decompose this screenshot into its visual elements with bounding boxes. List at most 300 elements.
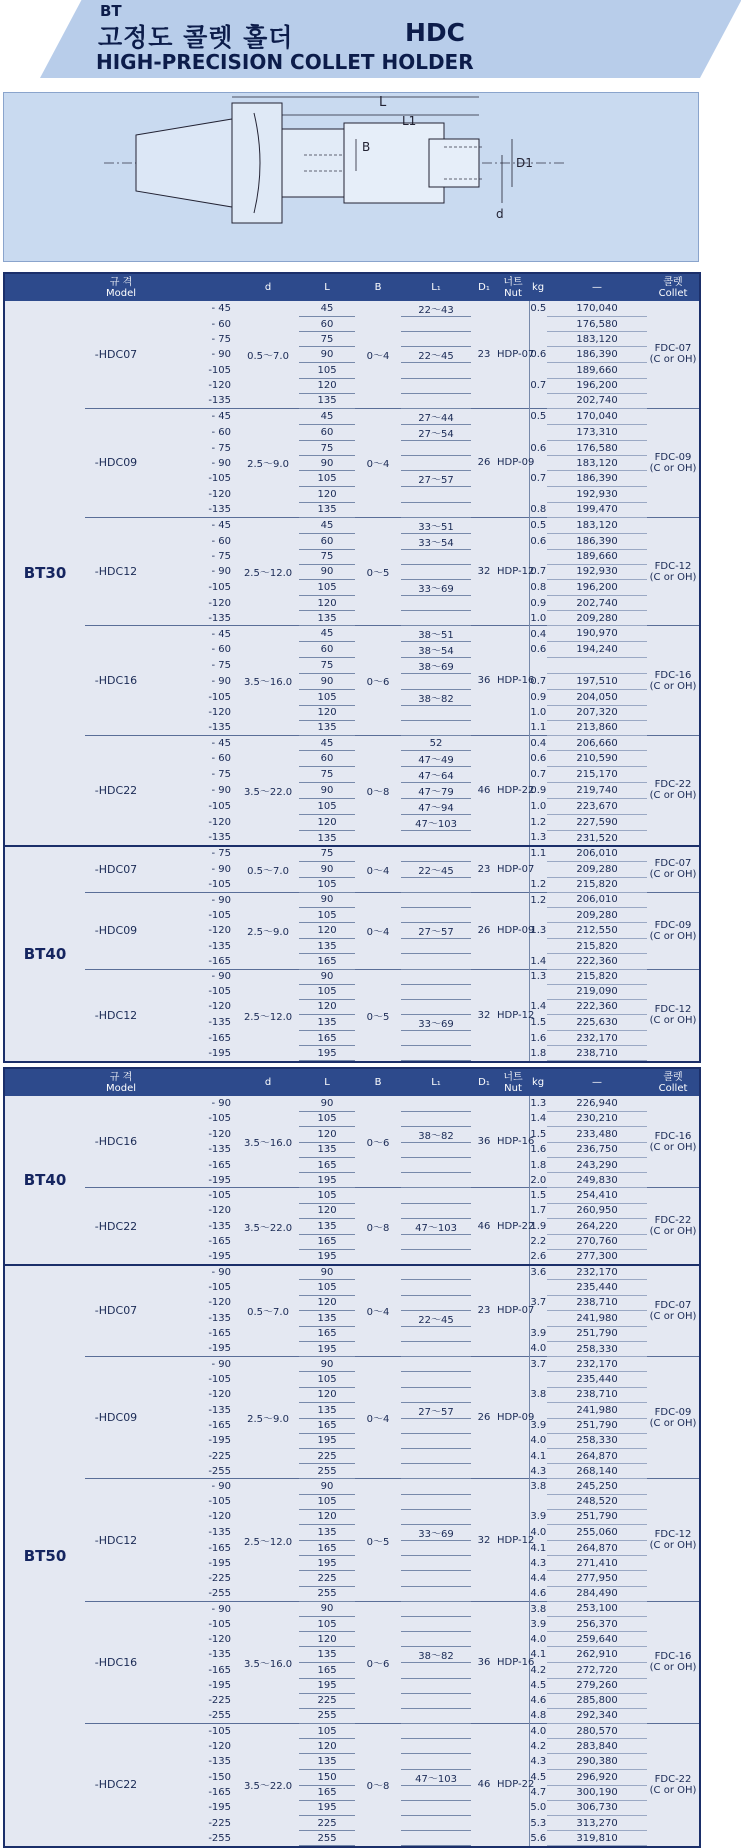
- L-value: 165: [299, 1785, 355, 1800]
- kg-value: 2.6: [529, 1250, 547, 1265]
- price-value: 235,440: [547, 1280, 647, 1295]
- length-suffix: -120: [208, 1001, 232, 1013]
- col-collet: 콜렛 Collet: [647, 1069, 699, 1096]
- kg-value: 1.3: [529, 1096, 547, 1111]
- price-value: 176,580: [547, 440, 647, 455]
- model-name: -HDC09: [85, 408, 147, 517]
- kg-value: 0.7: [529, 674, 547, 689]
- kg-value: 3.9: [529, 1418, 547, 1433]
- col-L1: L₁: [401, 1069, 471, 1096]
- kg-value: 4.1: [529, 1449, 547, 1464]
- price-value: [547, 658, 647, 674]
- L1-range: 47～94: [401, 799, 471, 815]
- L1-range: 27～57: [401, 471, 471, 487]
- price-value: 197,510: [547, 674, 647, 689]
- D1-value: 46: [471, 1724, 497, 1846]
- L1-range: 27～57: [401, 923, 471, 939]
- kg-value: 1.2: [529, 877, 547, 892]
- L-value: 90: [299, 861, 355, 877]
- kg-value: [529, 317, 547, 332]
- kg-value: 1.5: [529, 1126, 547, 1142]
- table-row: [5, 626, 699, 642]
- L-value: 120: [299, 596, 355, 611]
- price-value: 280,570: [547, 1724, 647, 1739]
- kg-value: 3.6: [529, 1265, 547, 1280]
- price-value: 192,930: [547, 564, 647, 579]
- price-value: 215,820: [547, 969, 647, 984]
- price-value: 231,520: [547, 831, 647, 846]
- col-model: 규 격 Model: [5, 1069, 237, 1096]
- L1-range: 22～45: [401, 861, 471, 877]
- header-banner: [0, 0, 700, 78]
- kg-value: 4.5: [529, 1678, 547, 1693]
- length-suffix: -120: [208, 1128, 232, 1140]
- L-value: 135: [299, 393, 355, 408]
- collet-code: FDC-12 (C or OH): [647, 1479, 699, 1601]
- collet-code: FDC-09 (C or OH): [647, 892, 699, 969]
- table-row: [5, 892, 699, 907]
- nut-code: HDP-07: [497, 846, 529, 892]
- price-value: 209,280: [547, 861, 647, 877]
- B-range: 0～5: [355, 517, 401, 626]
- length-suffix: -120: [208, 925, 232, 937]
- L-value: 105: [299, 1616, 355, 1631]
- kg-value: [529, 424, 547, 440]
- price-value: 255,060: [547, 1525, 647, 1541]
- length-suffix: -120: [208, 488, 232, 500]
- price-value: 254,410: [547, 1188, 647, 1203]
- L1-range: [401, 1663, 471, 1678]
- L1-range: [401, 969, 471, 984]
- kg-value: 5.6: [529, 1831, 547, 1846]
- nut-code: HDP-09: [497, 408, 529, 517]
- group-label: BT40: [5, 846, 85, 1061]
- kg-value: 4.3: [529, 1556, 547, 1571]
- kg-value: [529, 907, 547, 922]
- length-suffix: -105: [147, 1188, 237, 1203]
- L-value: 135: [299, 1525, 355, 1541]
- price-value: 173,310: [547, 424, 647, 440]
- kg-value: [529, 984, 547, 999]
- D1-value: 26: [471, 892, 497, 969]
- price-value: 249,830: [547, 1173, 647, 1188]
- L-value: 105: [299, 799, 355, 815]
- length-suffix: -255: [208, 1465, 232, 1477]
- price-value: 183,120: [547, 517, 647, 533]
- price-value: 268,140: [547, 1464, 647, 1479]
- L-value: 135: [299, 1754, 355, 1769]
- L1-range: 33～69: [401, 1525, 471, 1541]
- L1-range: 27～54: [401, 424, 471, 440]
- kg-value: 3.8: [529, 1387, 547, 1402]
- length-suffix: -165: [208, 1328, 232, 1340]
- length-suffix: -135: [208, 1312, 232, 1324]
- L1-range: 22～45: [401, 347, 471, 363]
- L1-range: [401, 1831, 471, 1846]
- kg-value: 0.4: [529, 626, 547, 642]
- price-value: 251,790: [547, 1509, 647, 1524]
- kg-value: 1.5: [529, 1188, 547, 1203]
- length-suffix: -195: [208, 1343, 232, 1355]
- length-suffix: -195: [208, 1435, 232, 1447]
- kg-value: 4.0: [529, 1724, 547, 1739]
- technical-drawing: [3, 92, 699, 262]
- table-row: [5, 408, 699, 424]
- length-suffix: -225: [208, 1695, 232, 1707]
- kg-value: [529, 487, 547, 502]
- model-name: -HDC12: [85, 969, 147, 1061]
- nut-code: HDP-07: [497, 348, 535, 360]
- length-suffix: - 60: [211, 535, 232, 547]
- price-value: 251,790: [547, 1326, 647, 1341]
- L1-range: [401, 1265, 471, 1280]
- length-suffix: -195: [208, 1680, 232, 1692]
- L1-range: [401, 999, 471, 1014]
- L1-range: [401, 1693, 471, 1708]
- L1-range: 47～103: [401, 815, 471, 831]
- kg-value: 1.3: [529, 969, 547, 984]
- dim-B-label: B: [362, 140, 371, 154]
- L-value: 150: [299, 1769, 355, 1785]
- L1-range: [401, 1418, 471, 1433]
- L-value: 45: [299, 408, 355, 424]
- B-range: 0～5: [355, 1479, 401, 1601]
- kg-value: 4.1: [529, 1647, 547, 1663]
- L-value: 105: [299, 1372, 355, 1387]
- length-suffix: - 90: [147, 1265, 237, 1280]
- kg-value: [529, 549, 547, 564]
- price-value: 189,660: [547, 549, 647, 564]
- collet-code: FDC-12 (C or OH): [647, 517, 699, 626]
- D1-value: 46: [471, 1188, 497, 1265]
- L1-range: 38～82: [401, 689, 471, 705]
- model-name: -HDC07: [85, 846, 147, 892]
- kg-value: 1.4: [529, 999, 547, 1014]
- L1-range: [401, 831, 471, 846]
- price-value: 227,590: [547, 815, 647, 831]
- B-range: 0～6: [355, 1601, 401, 1723]
- col-price: —: [547, 274, 647, 301]
- nut-code: HDP-22: [497, 1724, 529, 1846]
- price-value: 202,740: [547, 393, 647, 408]
- kg-value: 1.1: [529, 720, 547, 735]
- model-name: -HDC16: [85, 1601, 147, 1723]
- kg-value: 4.0: [529, 1433, 547, 1448]
- length-suffix: -195: [208, 1047, 232, 1059]
- nut-code: HDP-22: [497, 1188, 529, 1265]
- length-suffix: - 90: [147, 1357, 237, 1372]
- D1-value: 36: [471, 1601, 497, 1723]
- D1-value: 46: [471, 736, 497, 846]
- L-value: 45: [299, 626, 355, 642]
- L1-range: 47～103: [401, 1769, 471, 1785]
- collet-code: FDC-09 (C or OH): [647, 408, 699, 517]
- kg-value: 0.7: [529, 564, 547, 579]
- B-range: 0～4: [366, 350, 390, 362]
- group-label: BT40: [23, 1170, 67, 1189]
- B-range: 0～4: [355, 1357, 401, 1479]
- d-range: 0.5～7.0: [237, 846, 299, 892]
- kg-value: 1.3: [529, 923, 547, 939]
- kg-value: 0.5: [529, 408, 547, 424]
- L-value: 75: [299, 658, 355, 674]
- L1-range: [401, 1203, 471, 1218]
- B-range: 0～8: [355, 1724, 401, 1846]
- kg-value: 0.6: [529, 533, 547, 549]
- L1-range: [401, 1158, 471, 1173]
- L-value: 255: [299, 1708, 355, 1723]
- length-suffix: - 45: [147, 626, 237, 642]
- d-range: 2.5～9.0: [237, 892, 299, 969]
- price-value: 262,910: [547, 1647, 647, 1663]
- length-suffix: -225: [208, 1572, 232, 1584]
- kg-value: 4.1: [529, 1541, 547, 1556]
- price-value: 277,950: [547, 1571, 647, 1586]
- L-value: 45: [299, 517, 355, 533]
- price-value: 271,410: [547, 1556, 647, 1571]
- bt-label: BT: [100, 2, 122, 20]
- L-value: 195: [299, 1556, 355, 1571]
- length-suffix: -105: [208, 909, 232, 921]
- col-nut: 너트 Nut: [497, 274, 529, 301]
- L1-range: [401, 378, 471, 393]
- B-range: 0～8: [355, 1188, 401, 1265]
- L-value: 120: [299, 1203, 355, 1218]
- L-value: 120: [299, 378, 355, 393]
- length-suffix: - 75: [211, 333, 232, 345]
- length-suffix: -135: [208, 1017, 232, 1029]
- model-name: -HDC09: [85, 1357, 147, 1479]
- L-value: 90: [299, 1601, 355, 1616]
- kg-value: 3.7: [529, 1295, 547, 1310]
- L1-range: [401, 487, 471, 502]
- L1-range: 33～69: [401, 580, 471, 596]
- L1-range: 27～57: [401, 1402, 471, 1418]
- L-value: 135: [299, 502, 355, 517]
- price-value: 207,320: [547, 705, 647, 720]
- length-suffix: -135: [208, 1527, 232, 1538]
- L1-range: 52: [401, 736, 471, 751]
- model-name: -HDC16: [94, 1135, 138, 1149]
- dim-D1-label: D1: [516, 156, 533, 170]
- L1-range: [401, 1464, 471, 1479]
- length-suffix: -135: [208, 1220, 232, 1232]
- collet-code: FDC-16 (C or OH): [647, 1601, 699, 1723]
- price-value: 219,740: [547, 783, 647, 799]
- L1-range: [401, 611, 471, 626]
- L1-range: 22～45: [401, 1310, 471, 1326]
- length-suffix: -135: [208, 395, 232, 407]
- length-suffix: -120: [208, 1205, 232, 1217]
- L-value: 225: [299, 1449, 355, 1464]
- kg-value: 0.5: [529, 517, 547, 533]
- L1-range: [401, 440, 471, 455]
- length-suffix: -135: [208, 722, 232, 734]
- price-value: 251,790: [547, 1418, 647, 1433]
- price-value: 222,360: [547, 954, 647, 969]
- L1-range: [401, 1678, 471, 1693]
- kg-value: 4.0: [529, 1341, 547, 1356]
- L1-range: [401, 984, 471, 999]
- kg-value: 4.0: [529, 1525, 547, 1541]
- price-value: 226,940: [547, 1096, 647, 1111]
- B-range: 0～8: [355, 736, 401, 846]
- length-suffix: -165: [208, 1032, 232, 1044]
- L1-range: 27～44: [401, 408, 471, 424]
- price-value: 245,250: [547, 1479, 647, 1494]
- L-value: 135: [299, 1310, 355, 1326]
- L-value: 105: [299, 1111, 355, 1126]
- length-suffix: -135: [208, 1649, 232, 1661]
- price-value: 292,340: [547, 1708, 647, 1723]
- kg-value: 0.6: [529, 347, 547, 363]
- collet-code: FDC-07 (C or OH): [649, 343, 697, 366]
- price-value: 313,270: [547, 1816, 647, 1831]
- length-suffix: - 60: [211, 426, 232, 438]
- length-suffix: -165: [208, 1542, 232, 1554]
- L1-range: [401, 332, 471, 347]
- L-value: 135: [299, 939, 355, 954]
- L-value: 255: [299, 1464, 355, 1479]
- length-suffix: -105: [208, 986, 232, 998]
- L-value: 105: [299, 984, 355, 999]
- L-value: 195: [299, 1433, 355, 1448]
- kg-value: 1.2: [529, 815, 547, 831]
- L-value: 165: [299, 1541, 355, 1556]
- L1-range: 47～49: [401, 751, 471, 767]
- price-value: 232,170: [547, 1265, 647, 1280]
- kg-value: 4.2: [529, 1663, 547, 1678]
- L-value: 105: [299, 1188, 355, 1203]
- col-L1: L₁: [401, 274, 471, 301]
- group-label: BT50: [5, 1265, 85, 1846]
- L1-range: [401, 549, 471, 564]
- L-value: 90: [299, 892, 355, 907]
- L-value: 195: [299, 1341, 355, 1356]
- collet-code: FDC-07 (C or OH): [647, 1265, 699, 1357]
- length-suffix: -105: [208, 1496, 232, 1508]
- col-L: L: [299, 1069, 355, 1096]
- kg-value: 0.4: [529, 736, 547, 751]
- kg-value: 0.5: [529, 301, 547, 317]
- L1-range: 38～82: [401, 1126, 471, 1142]
- L1-range: [401, 1449, 471, 1464]
- length-suffix: -135: [208, 940, 232, 952]
- length-suffix: -105: [208, 473, 232, 485]
- L-value: 165: [299, 1663, 355, 1678]
- L1-range: [401, 456, 471, 471]
- kg-value: [529, 363, 547, 378]
- L1-range: [401, 1479, 471, 1494]
- D1-value: 32: [471, 517, 497, 626]
- L-value: 135: [299, 1142, 355, 1157]
- col-kg: kg: [529, 1069, 547, 1096]
- length-suffix: - 90: [211, 785, 232, 797]
- col-d: d: [237, 274, 299, 301]
- kg-value: [529, 332, 547, 347]
- nut-code: HDP-16: [497, 1601, 529, 1723]
- D1-value: 23: [477, 348, 491, 360]
- length-suffix: -165: [208, 1787, 232, 1799]
- length-suffix: -255: [208, 1832, 232, 1844]
- length-suffix: - 90: [211, 349, 232, 361]
- nut-code: HDP-16: [497, 626, 529, 736]
- L-value: 195: [299, 1250, 355, 1265]
- L-value: 135: [299, 831, 355, 846]
- L1-range: 38～82: [401, 1647, 471, 1663]
- d-range: 2.5～12.0: [237, 517, 299, 626]
- L1-range: 38～51: [401, 626, 471, 642]
- L1-range: [401, 1571, 471, 1586]
- L-value: 75: [299, 549, 355, 564]
- price-value: 183,120: [547, 456, 647, 471]
- length-suffix: - 75: [211, 660, 232, 672]
- L-value: 105: [299, 363, 355, 378]
- length-suffix: - 75: [211, 769, 232, 781]
- L1-range: [401, 1387, 471, 1402]
- price-value: 283,840: [547, 1739, 647, 1754]
- L1-range: [401, 1295, 471, 1310]
- L-value: 60: [299, 533, 355, 549]
- length-suffix: - 60: [211, 644, 232, 656]
- length-suffix: -120: [208, 1389, 232, 1401]
- L-value: 45: [299, 301, 355, 317]
- L-value: 60: [299, 642, 355, 658]
- length-suffix: -225: [208, 1450, 232, 1462]
- L-value: 90: [299, 969, 355, 984]
- collet-holder-diagram: [4, 93, 698, 261]
- L1-range: [401, 1096, 471, 1111]
- length-suffix: -255: [208, 1710, 232, 1722]
- length-suffix: -225: [208, 1817, 232, 1829]
- price-value: 277,300: [547, 1250, 647, 1265]
- d-range: 3.5～22.0: [237, 1724, 299, 1846]
- L1-range: 22～43: [401, 301, 471, 317]
- kg-value: 0.6: [529, 751, 547, 767]
- collet-code: FDC-22 (C or OH): [647, 1188, 699, 1265]
- length-suffix: - 45: [211, 303, 232, 315]
- L-value: 195: [299, 1173, 355, 1188]
- price-value: 290,380: [547, 1754, 647, 1769]
- length-suffix: -120: [208, 1297, 232, 1309]
- price-value: 170,040: [547, 408, 647, 424]
- price-value: 219,090: [547, 984, 647, 999]
- kg-value: 1.1: [529, 846, 547, 861]
- B-range: 0～6: [355, 626, 401, 736]
- collet-code: FDC-12 (C or OH): [647, 969, 699, 1061]
- L-value: 120: [299, 487, 355, 502]
- group-label: BT30: [23, 563, 67, 582]
- L1-range: [401, 954, 471, 969]
- collet-code: FDC-09 (C or OH): [647, 1357, 699, 1479]
- L1-range: [401, 1739, 471, 1754]
- L-value: 135: [299, 1647, 355, 1663]
- B-range: 0～6: [366, 1138, 390, 1150]
- kg-value: 4.2: [529, 1739, 547, 1754]
- price-value: 296,920: [547, 1769, 647, 1785]
- price-value: 241,980: [547, 1310, 647, 1326]
- L1-range: [401, 1541, 471, 1556]
- length-suffix: - 90: [147, 1479, 237, 1494]
- L-value: 105: [299, 877, 355, 892]
- length-suffix: - 90: [147, 892, 237, 907]
- L1-range: [401, 1556, 471, 1571]
- price-value: 196,200: [547, 580, 647, 596]
- length-suffix: -135: [208, 503, 232, 515]
- B-range: 0～4: [355, 1265, 401, 1357]
- L1-range: 47～79: [401, 783, 471, 799]
- length-suffix: -165: [208, 1420, 232, 1432]
